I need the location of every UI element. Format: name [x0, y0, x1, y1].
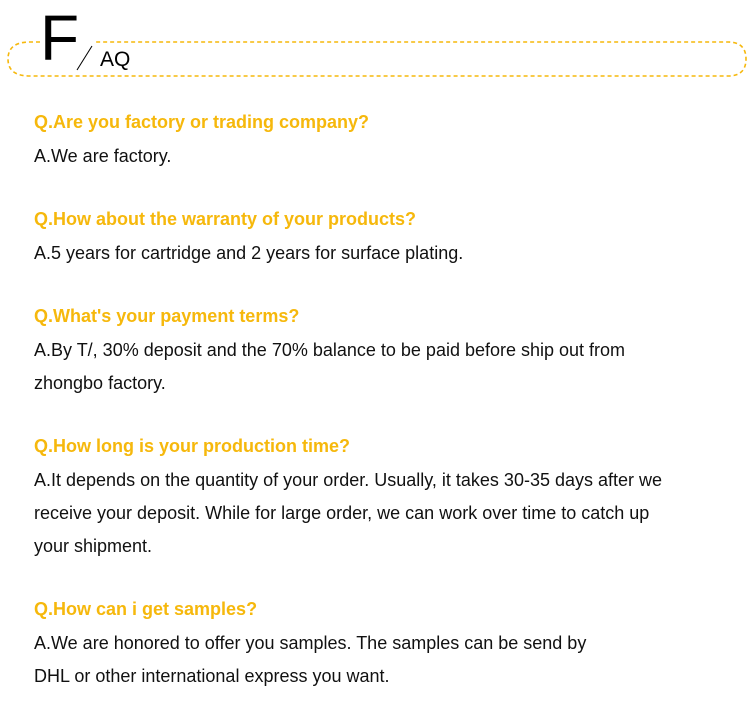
faq-answer: A.It depends on the quantity of your order. Usually, it takes 30-35 days after we receive your deposit. While for large order, we can work over time to catch up your shipment. — [34, 470, 663, 556]
faq-list — [34, 108, 724, 725]
faq-question: Q.How about the warranty of your products? — [34, 209, 417, 229]
header-big-letter: F — [40, 2, 80, 74]
faq-answer: A.By T/, 30% deposit and the 70% balance to be paid before ship out from zhongbo factory. — [34, 340, 626, 393]
header-rest-letters: AQ — [100, 48, 131, 71]
faq-item — [34, 205, 724, 270]
header-dashed-frame — [0, 0, 750, 90]
faq-question: Q.How can i get samples? — [34, 599, 258, 619]
faq-item — [34, 432, 724, 563]
faq-answer: A.We are honored to offer you samples. The samples can be send by DHL or other international express you want. — [34, 633, 587, 686]
faq-answer: A.5 years for cartridge and 2 years for surface plating. — [34, 243, 464, 263]
faq-item — [34, 302, 724, 400]
faq-header — [0, 0, 750, 90]
faq-item — [34, 595, 724, 693]
faq-question: Q.Are you factory or trading company? — [34, 112, 370, 132]
faq-answer: A.We are factory. — [34, 146, 172, 166]
faq-item — [34, 108, 724, 173]
faq-question: Q.How long is your production time? — [34, 436, 350, 456]
header-slash — [77, 46, 92, 70]
faq-question: Q.What's your payment terms? — [34, 306, 300, 326]
